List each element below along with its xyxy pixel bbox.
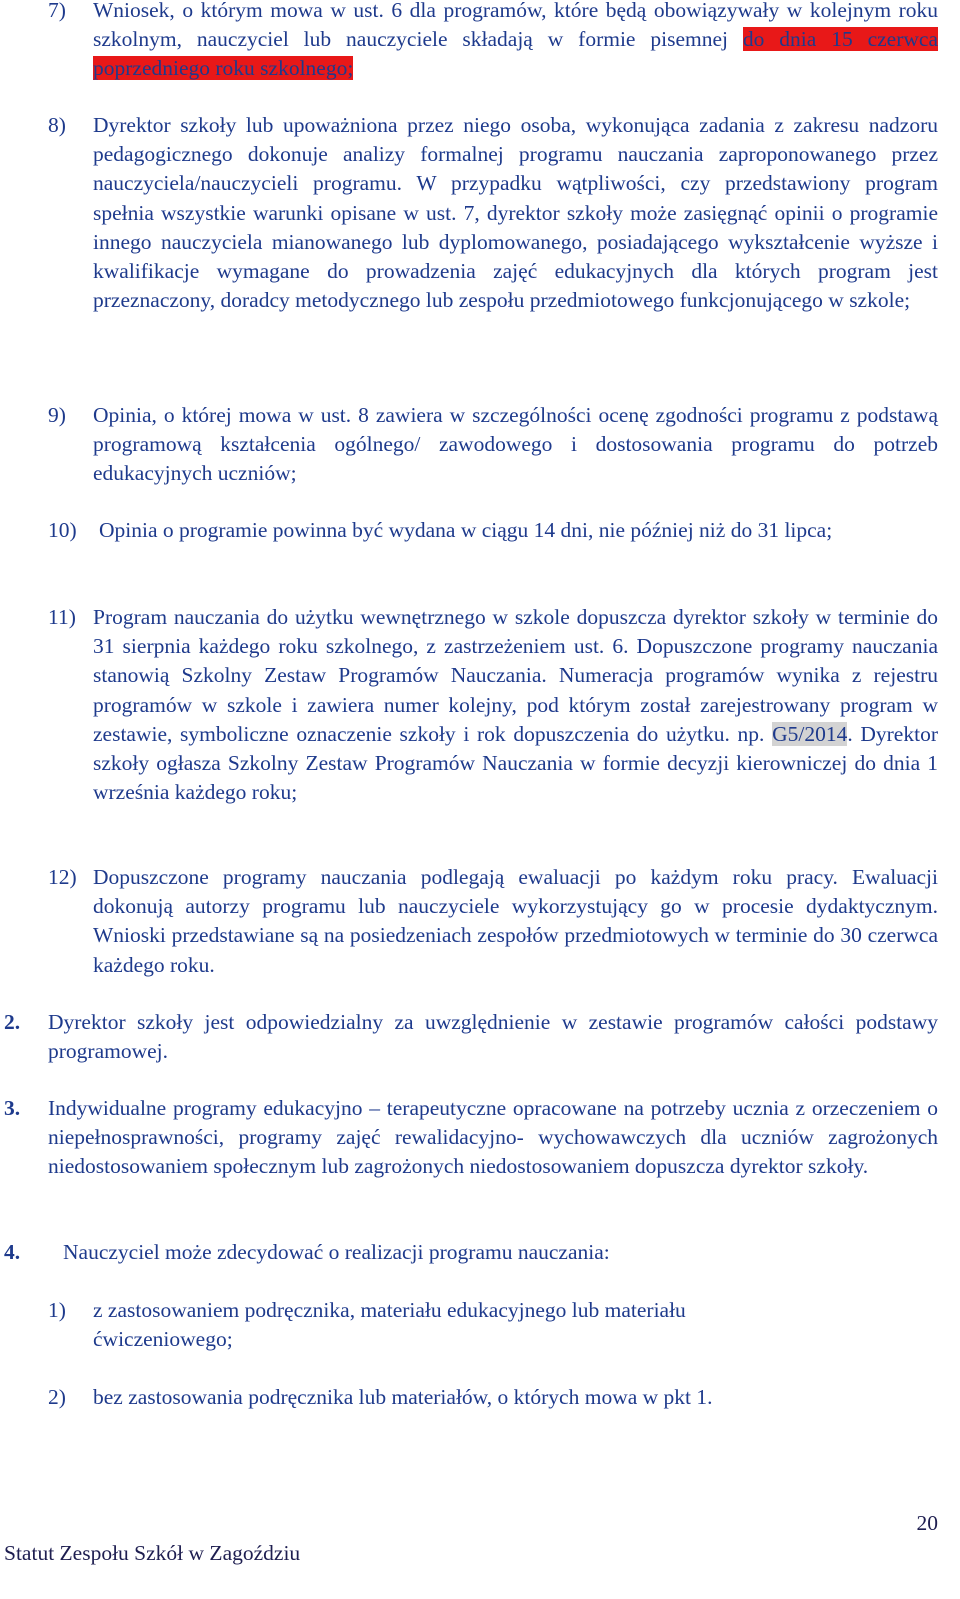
item-number: 10) <box>48 518 77 542</box>
highlighted-code: G5/2014 <box>772 721 848 746</box>
item-text <box>93 1296 938 1354</box>
section-number: 3. <box>4 1096 21 1120</box>
item-text: Dyrektor szkoły lub upoważniona przez niego osoba, wykonująca zadania z zakresu nadzoru pedagogicznego dokonuje analizy formalnej programu nauczania zaproponowanego przez nauczyciela/nauczycieli programu. W przypadku wątpliwości, czy przedstawiony program spełnia wszystkie warunki opisane w ust. 7, dyrektor szkoły może zasięgnąć opinii o programie innego nauczyciela mianowanego lub dyplomowanego, posiadającego wykształcenie wyższe i kwalifikacje wymagane do prowadzenia zajęć edukacyjnych dla których program jest przeznaczony, doradcy metodycznego lub zespołu przedmiotowego funkcjonującego w szkole; <box>93 113 938 313</box>
item-number: 11) <box>48 605 76 629</box>
section-number: 2. <box>4 1010 21 1034</box>
item-text-line: z zastosowaniem podręcznika, materiału edukacyjnego lub materiału <box>93 1298 686 1322</box>
footer-title: Statut Zespołu Szkół w Zagoździu <box>4 1541 301 1565</box>
section-4 <box>0 1238 960 1270</box>
section-text: Nauczyciel może zdecydować o realizacji programu nauczania: <box>63 1240 610 1264</box>
list-item-10 <box>0 516 960 576</box>
section-3 <box>0 1094 960 1214</box>
item-number: 12) <box>48 865 77 889</box>
list-item-8 <box>0 111 960 381</box>
item-text <box>93 0 938 84</box>
item-text-part: . Dyrektor szkoły ogłasza Szkolny Zestaw Programów Nauczania w formie decyzji kierowniczej do dnia 1 września każdego roku; <box>93 721 938 805</box>
section-2 <box>0 1008 960 1068</box>
page-number: 20 <box>916 1511 938 1535</box>
item-number: 9) <box>48 403 66 427</box>
item-text <box>93 603 938 807</box>
list-item-12 <box>0 863 960 983</box>
item-text: bez zastosowania podręcznika lub materiałów, o których mowa w pkt 1. <box>93 1385 713 1409</box>
subitem-4-1 <box>0 1296 960 1356</box>
item-number: 1) <box>48 1298 66 1322</box>
subitem-4-2 <box>0 1383 960 1415</box>
section-text: Dyrektor szkoły jest odpowiedzialny za uwzględnienie w zestawie programów całości podstawy programowej. <box>48 1010 938 1064</box>
section-text: Indywidualne programy edukacyjno – terapeutyczne opracowane na potrzeby ucznia z orzeczeniem o niepełnosprawności, programy zajęć rewalidacyjno- wychowawczych dla uczniów zagrożonych niedostosowaniem społecznym lub zagrożonych niedostosowaniem dopuszcza dyrektor szkoły. <box>48 1096 938 1179</box>
section-number: 4. <box>4 1240 21 1264</box>
item-text: Opinia, o której mowa w ust. 8 zawiera w szczególności ocenę zgodności programu z podstawą programową kształcenia ogólnego/ zawodowego i dostosowania programu do potrzeb edukacyjnych uczniów; <box>93 403 938 486</box>
item-text: Opinia o programie powinna być wydana w ciągu 14 dni, nie później niż do 31 lipca; <box>99 518 833 542</box>
item-text-part: Program nauczania do użytku wewnętrznego w szkole dopuszcza dyrektor szkoły w terminie do 31 sierpnia każdego roku szkolnego, z zastrzeżeniem ust. 6. Dopuszczone programy nauczania stanowią Szkolny Zestaw Programów Nauczania. Numeracja programów wynika z rejestru programów w szkole i zawiera numer kolejny, pod którym został zarejestrowany program w zestawie, symboliczne oznaczenie szkoły i rok dopuszczenia do użytku. np. <box>93 605 938 746</box>
highlighted-deadline: do dnia 15 czerwca poprzedniego roku szkolnego; <box>93 27 938 81</box>
item-number: 2) <box>48 1385 66 1409</box>
item-text-part: Wniosek, o którym mowa w ust. 6 dla programów, które będą obowiązywały w kolejnym roku szkolnym, nauczyciel lub nauczyciele składają w formie pisemnej <box>93 0 938 52</box>
item-text-line: ćwiczeniowego; <box>93 1327 233 1352</box>
item-number: 8) <box>48 113 66 137</box>
list-item-11 <box>0 603 960 843</box>
item-text: Dopuszczone programy nauczania podlegają ewaluacji po każdym roku pracy. Ewaluacji dokonują autorzy programu lub nauczyciele wykorzystujący go w procesie dydaktycznym. Wnioski przedstawiane są na posiedzeniach zespołów przedmiotowych w terminie do 30 czerwca każdego roku. <box>93 865 938 977</box>
item-number: 7) <box>48 0 66 22</box>
list-item-7 <box>0 0 960 86</box>
list-item-9 <box>0 401 960 491</box>
